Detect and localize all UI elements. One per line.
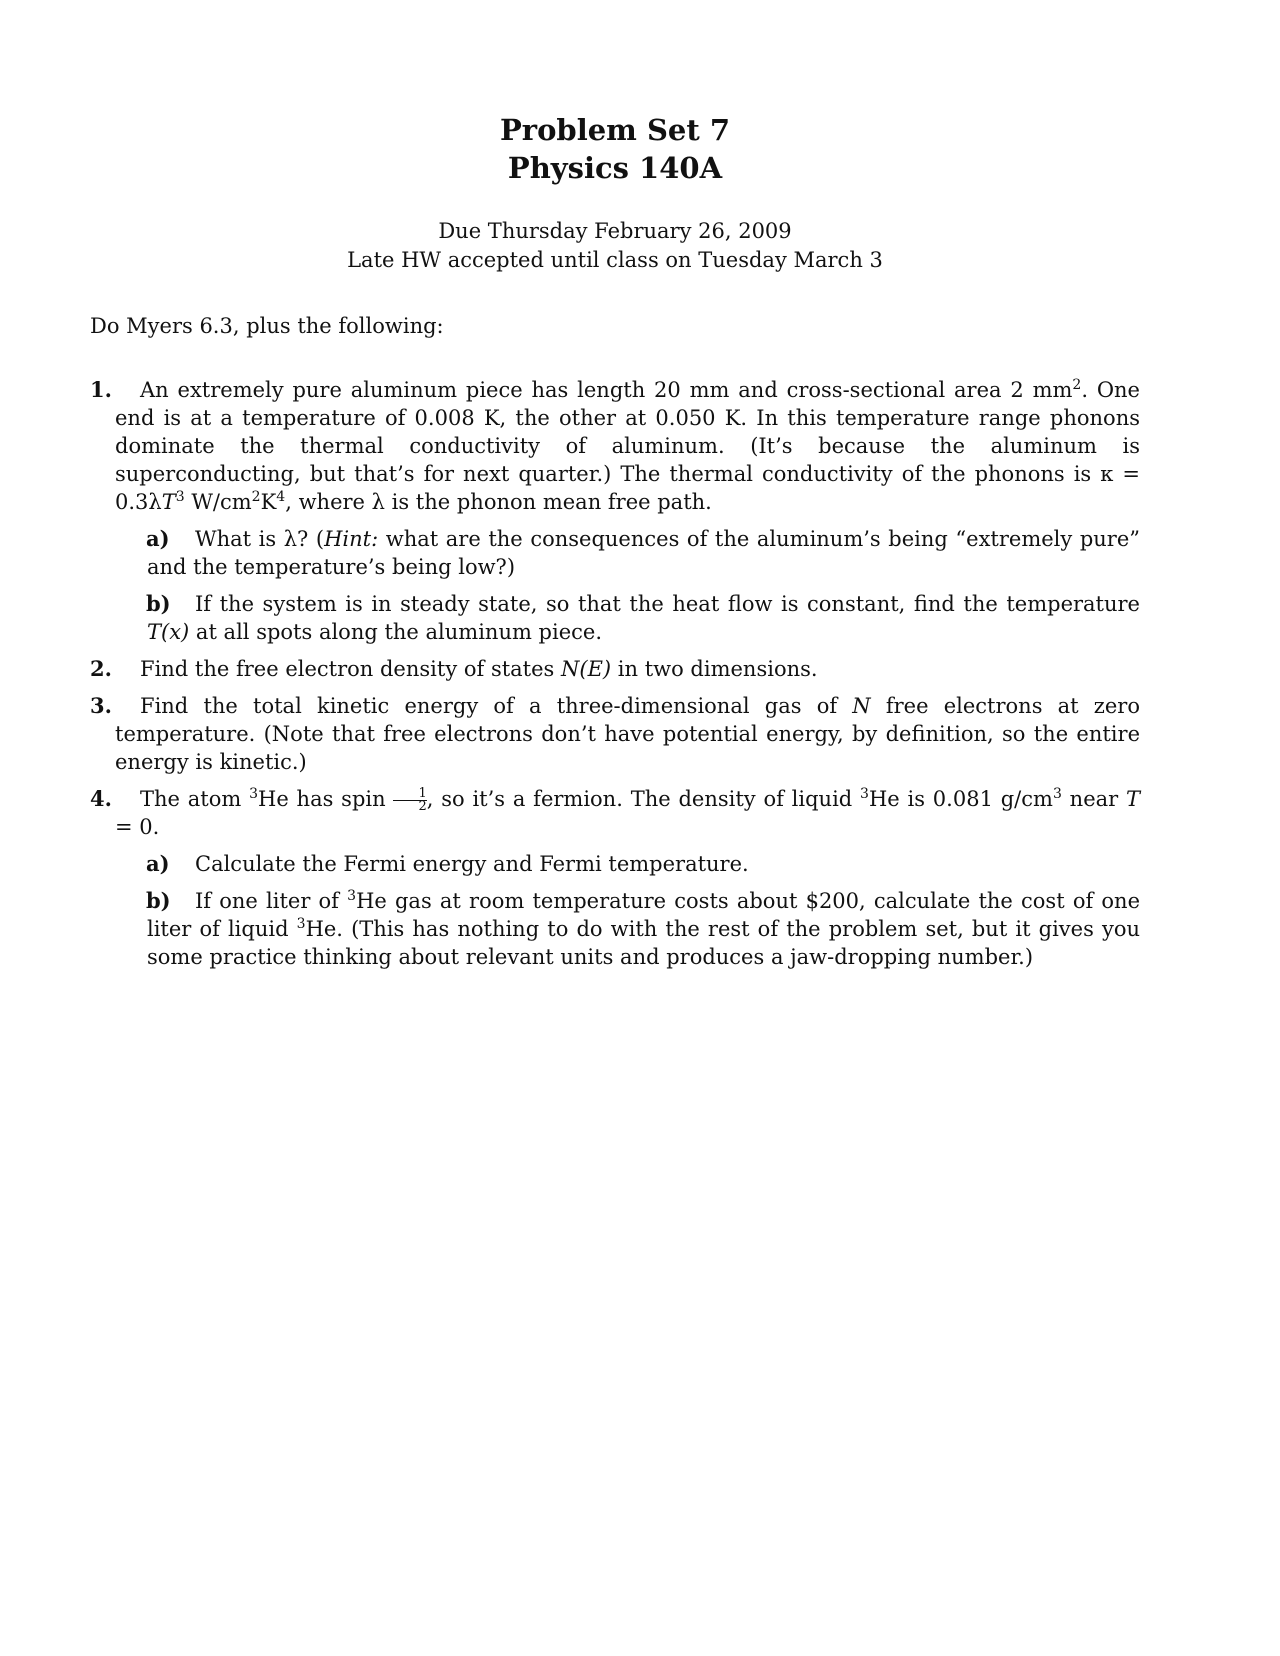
title-line-1: Problem Set 7 [499,113,731,147]
problem-number: 1. [90,377,112,402]
problem-3 [90,692,1140,776]
problem-4b [90,887,1140,971]
fraction-one-half: $\frac{1}{2}$ [393,788,426,813]
part-label: a) [146,526,170,551]
part-label: a) [146,851,170,876]
problem-1b [90,590,1140,646]
problem-1 [90,376,1140,516]
part-text: What is λ? (Hint: what are the consequences of the aluminum’s being “extremely pure” and the temperature’s being low?) [147,527,1140,579]
problem-4 [90,785,1140,841]
part-text: If one liter of $^3$He gas at room temperature costs about $200, calculate the cost of one liter of liquid $^3$He. (This has nothing to do with the rest of the problem set, but it gives you some practice thinking about relevant units and produces a jaw-dropping number.) [147,888,1141,969]
problem-2 [90,655,1140,683]
problem-text: An extremely pure aluminum piece has length 20 mm and cross-sectional area 2 $mm^2$. One end is at a temperature of 0.008 K, the other at 0.050 K. In this temperature range phonons dominate the thermal conductivity of aluminum. (It’s because the aluminum is superconducting, but that’s for next quarter.) The thermal conductivity of the phonons is $\kappa = 0.3\lambda T^3$ $W/cm^2K^4$, where λ is the phonon mean free path. [115,377,1140,514]
late-policy: Late HW accepted until class on Tuesday March 3 [347,248,883,272]
problem-1a [90,525,1140,581]
title [0,111,1230,187]
title-line-2: Physics 140A [507,151,723,185]
problem-text: Find the free electron density of states N(E) in two dimensions. [140,657,818,681]
part-label: b) [146,888,171,913]
problem-number: 4. [90,786,112,811]
due-info [0,217,1230,275]
intro-text: Do Myers 6.3, plus the following: [90,314,444,338]
problem-number: 2. [90,656,112,681]
problem-text: The atom $^3$He has spin $\frac{1}{2}$ , so it’s a fermion. The density of liquid $^3$He is 0.081 $g/cm^3$ near T = 0. [115,786,1140,839]
part-text: If the system is in steady state, so that the heat flow is constant, find the temperature T(x) at all spots along the aluminum piece. [147,592,1140,644]
problem-number: 3. [90,693,112,718]
problem-text: Find the total kinetic energy of a three-dimensional gas of N free electrons at zero temperature. (Note that free electrons don’t have potential energy, by definition, so the entire energy is kinetic.) [115,694,1140,774]
due-date: Due Thursday February 26, 2009 [438,219,792,243]
part-text: Calculate the Fermi energy and Fermi temperature. [195,852,749,876]
problem-list [90,376,1140,980]
part-label: b) [146,591,171,616]
problem-4a [90,850,1140,878]
